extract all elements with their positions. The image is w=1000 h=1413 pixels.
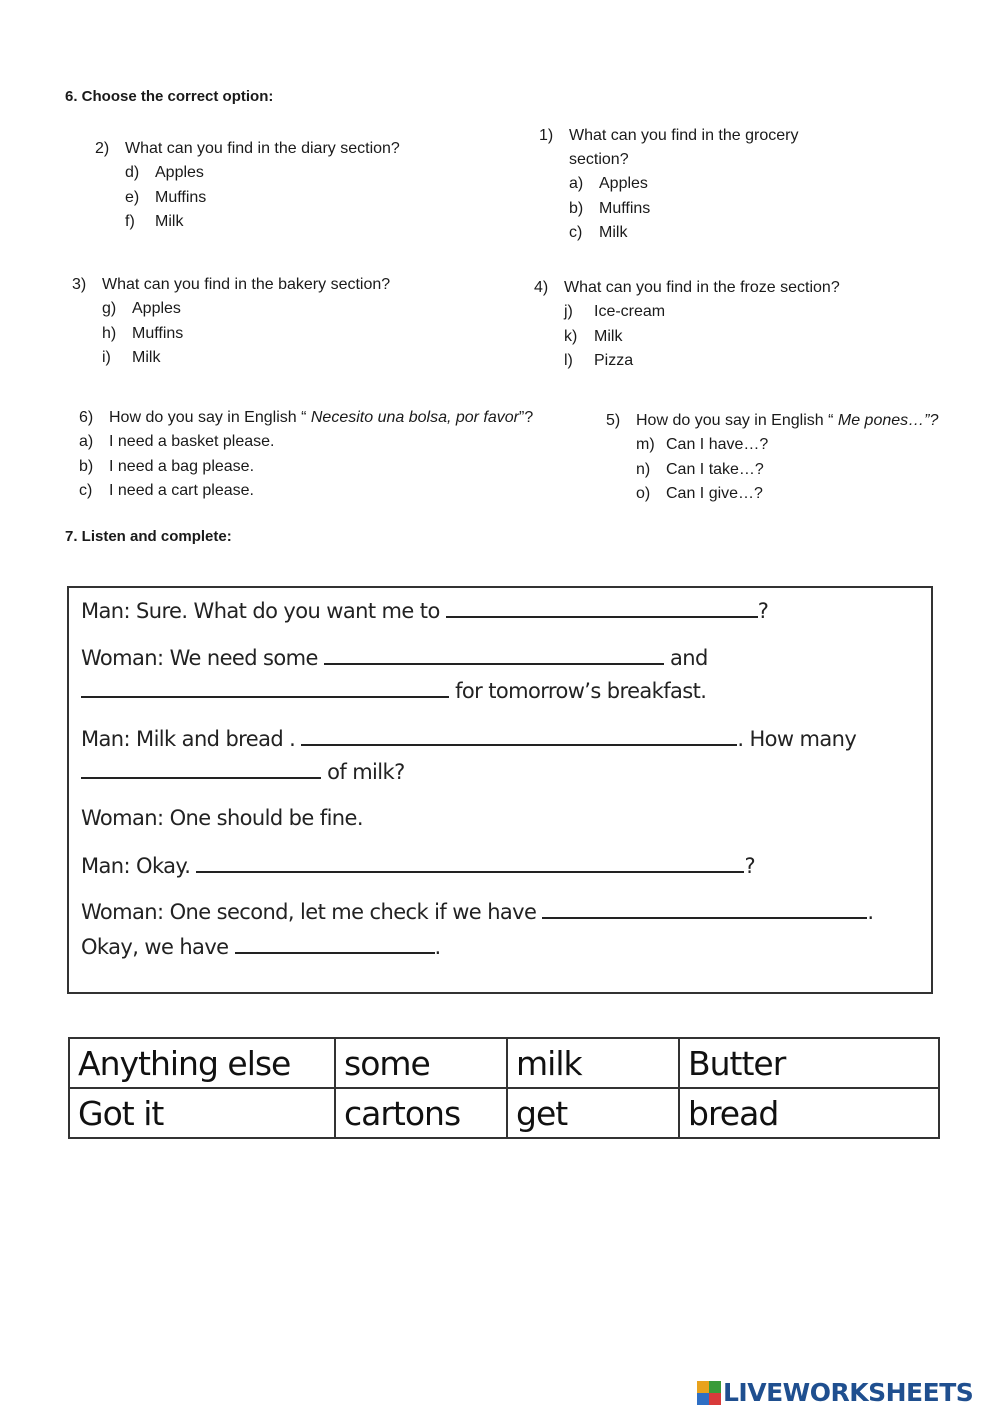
blank-input[interactable] (235, 934, 435, 954)
dialogue-box (67, 586, 933, 994)
word-bank-row (69, 1088, 939, 1138)
liveworksheets-logo (697, 1378, 973, 1407)
brand-name: LIVEWORKSHEETS (723, 1378, 974, 1407)
option-f[interactable]: f) Milk (125, 213, 184, 230)
option-n[interactable]: n) Can I take…? (636, 460, 764, 478)
dialogue-line: for tomorrow’s breakfast. (81, 678, 706, 703)
blank-input[interactable] (196, 853, 744, 873)
liveworksheets-logo-icon (697, 1381, 721, 1405)
blank-input[interactable] (81, 678, 449, 698)
option-b[interactable]: b) Muffins (569, 199, 651, 217)
question-text: What can you find in the grocery (569, 127, 799, 144)
option-a[interactable]: a) Apples (569, 175, 648, 192)
question-grocery (539, 124, 798, 246)
question-bakery (72, 273, 390, 371)
word-bank-cell[interactable]: Anything else (69, 1038, 335, 1088)
option-d[interactable]: d) Apples (125, 164, 204, 181)
question-text: What can you find in the diary section? (125, 140, 400, 157)
blank-input[interactable] (81, 759, 321, 779)
option-g[interactable]: g) Apples (102, 300, 181, 317)
dialogue-line: Man: Sure. What do you want me to ? (81, 599, 769, 623)
question-diary (95, 137, 400, 235)
option-c[interactable]: c) Milk (569, 224, 628, 241)
word-bank-cell[interactable]: Got it (69, 1088, 335, 1138)
option-l[interactable]: l) Pizza (564, 352, 634, 369)
dialogue-line: Woman: We need some and (81, 646, 708, 670)
option-m[interactable]: m) Can I have…? (636, 436, 769, 453)
option-h[interactable]: h) Muffins (102, 324, 184, 342)
word-bank-cell[interactable]: bread (679, 1088, 939, 1138)
word-bank-cell[interactable]: cartons (335, 1088, 507, 1138)
dialogue-line: Okay, we have . (81, 935, 441, 959)
blank-input[interactable] (542, 899, 867, 919)
question-number: 1) (539, 127, 554, 144)
question-number: 2) (95, 140, 110, 157)
word-bank-cell[interactable]: some (335, 1038, 507, 1088)
option-i[interactable]: i) Milk (102, 349, 161, 366)
blank-input[interactable] (324, 645, 664, 665)
word-bank (68, 1037, 940, 1139)
question-text: What can you find in the froze section? (564, 279, 840, 296)
word-bank-row (69, 1038, 939, 1088)
dialogue-line: of milk? (81, 759, 405, 784)
option-k[interactable]: k) Milk (564, 327, 623, 345)
section-7-heading: 7. Listen and complete: (65, 528, 232, 545)
dialogue-line: Woman: One second, let me check if we have . (81, 900, 874, 924)
option-j[interactable]: j) Ice-cream (564, 303, 666, 320)
question-number: 6) (79, 409, 94, 426)
option-c[interactable]: c) I need a cart please. (79, 482, 254, 499)
question-text-cont: section? (569, 151, 629, 168)
question-bag: 6) How do you say in English “ Necesito una bolsa, por favor”? (79, 406, 533, 430)
question-number: 3) (72, 276, 87, 293)
word-bank-cell[interactable]: get (507, 1088, 679, 1138)
option-e[interactable]: e) Muffins (125, 188, 207, 206)
blank-input[interactable] (301, 726, 737, 746)
dialogue-line: Man: Okay. ? (81, 854, 755, 878)
blank-input[interactable] (446, 598, 758, 618)
dialogue-line: Woman: One should be fine. (81, 806, 363, 830)
question-number: 5) (606, 412, 621, 429)
word-bank-cell[interactable]: Butter (679, 1038, 939, 1088)
question-text: What can you find in the bakery section? (102, 276, 391, 293)
word-bank-cell[interactable]: milk (507, 1038, 679, 1088)
option-o[interactable]: o) Can I give…? (636, 485, 763, 502)
question-number: 4) (534, 279, 549, 296)
question-me-pones: 5) How do you say in English “ Me pones…”? m) Can I have…? n) Can I take…? o) Can I give…? (606, 409, 938, 507)
options-bag (79, 430, 274, 504)
option-b[interactable]: b) I need a bag please. (79, 457, 255, 475)
section-6-heading: 6. Choose the correct option: (65, 88, 274, 105)
question-frozen (534, 276, 840, 374)
dialogue-line: Man: Milk and bread . . How many (81, 727, 857, 751)
option-a[interactable]: a) I need a basket please. (79, 433, 275, 450)
